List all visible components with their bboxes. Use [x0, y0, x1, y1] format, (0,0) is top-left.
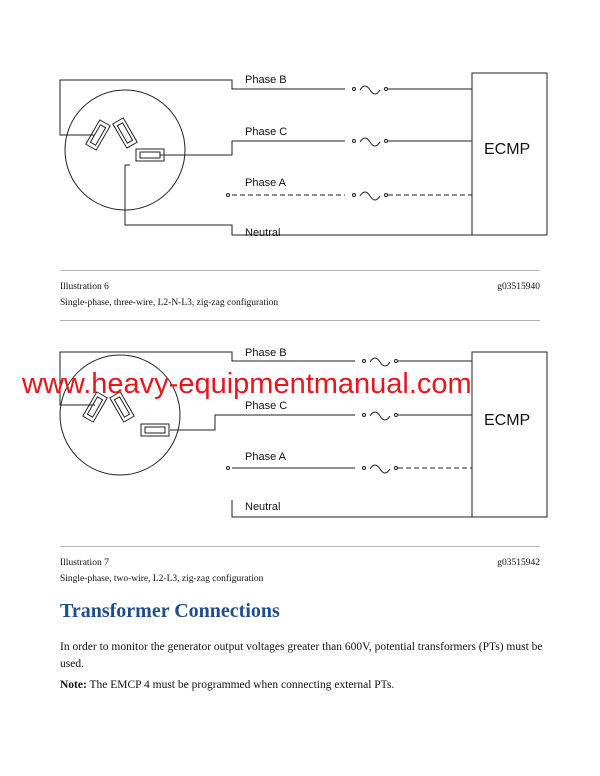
- caption-rule: [60, 270, 540, 271]
- illustration-number: Illustration 6: [60, 282, 109, 292]
- caption-rule: [60, 546, 540, 547]
- watermark-text: www.heavy-equipmentmanual.com: [22, 368, 472, 400]
- ecmp-label: ECMP: [484, 412, 531, 429]
- wiring-diagram-1-drawing: [0, 55, 600, 265]
- body-paragraph: In order to monitor the generator output voltages greater than 600V, potential transformers (PTs) must be used.: [60, 641, 543, 670]
- section-heading: Transformer Connections: [60, 600, 280, 622]
- illustration-number: Illustration 7: [60, 558, 109, 568]
- note-paragraph: [60, 677, 545, 694]
- phase-b-label: Phase B: [245, 347, 287, 359]
- illustration-id: g03515940: [497, 282, 540, 292]
- neutral-label: Neutral: [245, 501, 281, 513]
- note-label: Note:: [60, 679, 87, 691]
- phase-a-label: Phase A: [245, 451, 286, 463]
- wiring-diagram-2-drawing: [0, 335, 600, 540]
- wiring-diagram-2: [0, 335, 600, 540]
- illustration-caption: Single-phase, three-wire, L2-N-L3, zig-zag configuration: [60, 298, 279, 308]
- phase-b-label: Phase B: [245, 74, 287, 86]
- phase-c-label: Phase C: [245, 126, 288, 138]
- illustration-id: g03515942: [497, 558, 540, 568]
- wiring-diagram-1: [0, 55, 600, 265]
- phase-a-label: Phase A: [245, 177, 286, 189]
- neutral-label: Neutral: [245, 227, 281, 239]
- illustration-caption: Single-phase, two-wire, L2-L3, zig-zag configuration: [60, 574, 264, 584]
- phase-c-label: Phase C: [245, 400, 288, 412]
- note-text: The EMCP 4 must be programmed when connecting external PTs.: [86, 679, 395, 691]
- ecmp-label: ECMP: [484, 141, 531, 158]
- caption-rule: [60, 320, 540, 321]
